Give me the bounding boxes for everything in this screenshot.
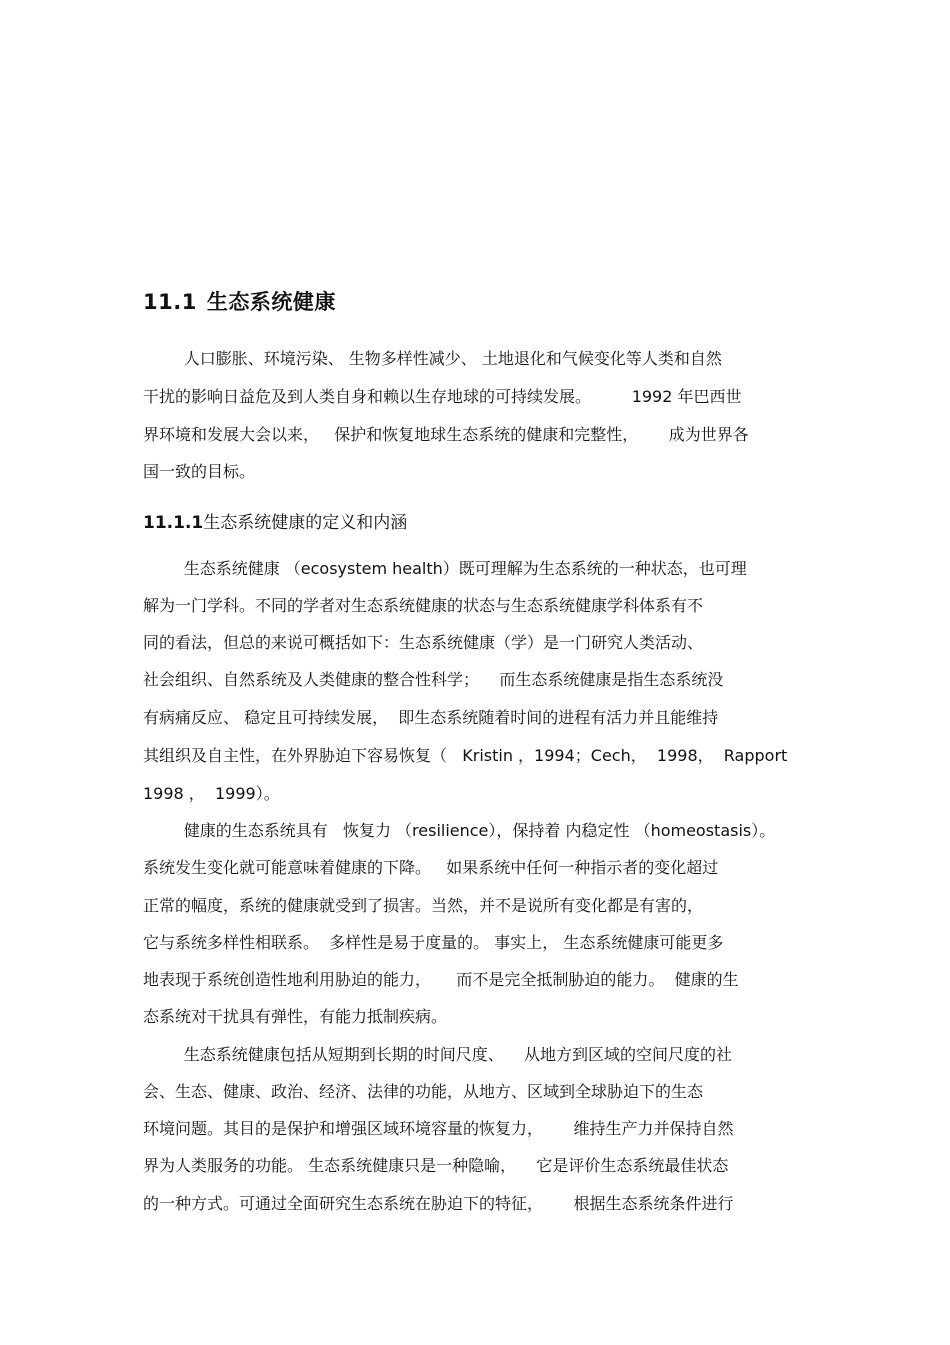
section-heading bbox=[143, 286, 336, 316]
paragraph-line: 生态系统健康包括从短期到长期的时间尺度、 从地方到区域的空间尺度的社 bbox=[143, 1045, 733, 1064]
paragraph-line: 健康的生态系统具有 恢复力 （resilience），保持着 内稳定性 （homeostasis）。 bbox=[143, 821, 776, 840]
paragraph-line: 态系统对干扰具有弹性，有能力抵制疾病。 bbox=[143, 1007, 448, 1026]
paragraph-line: 环境问题。其目的是保护和增强区域环境容量的恢复力， 维持生产力并保持自然 bbox=[143, 1119, 734, 1138]
paragraph-line: 干扰的影响日益危及到人类自身和赖以生存地球的可持续发展。 1992 年巴西世 bbox=[143, 387, 742, 406]
section-number: 11.1 bbox=[143, 290, 197, 314]
paragraph-line: 系统发生变化就可能意味着健康的下降。 如果系统中任何一种指示者的变化超过 bbox=[143, 858, 719, 877]
paragraph-line: 解为一门学科。不同的学者对生态系统健康的状态与生态系统健康学科体系有不 bbox=[143, 596, 704, 615]
section-title: 生态系统健康 bbox=[206, 290, 336, 314]
paragraph-line: 正常的幅度，系统的健康就受到了损害。当然，并不是说所有变化都是有害的， bbox=[143, 896, 704, 915]
paragraph-line: 社会组织、自然系统及人类健康的整合性科学； 而生态系统健康是指生态系统没 bbox=[143, 670, 724, 689]
paragraph-line: 的一种方式。可通过全面研究生态系统在胁迫下的特征， 根据生态系统条件进行 bbox=[143, 1194, 734, 1213]
paragraph-line: 会、生态、健康、政治、经济、法律的功能，从地方、区域到全球胁迫下的生态 bbox=[143, 1082, 704, 1101]
subsection-heading bbox=[143, 508, 407, 533]
paragraph-line: 1998 ， 1999）。 bbox=[143, 784, 280, 803]
paragraph-line: 其组织及自主性，在外界胁迫下容易恢复（ Kristin ，1994；Cech， 1998， Rapport bbox=[143, 746, 788, 765]
paragraph-line: 地表现于系统创造性地利用胁迫的能力， 而不是完全抵制胁迫的能力。 健康的生 bbox=[143, 970, 739, 989]
paragraph-line: 界为人类服务的功能。 生态系统健康只是一种隐喻， 它是评价生态系统最佳状态 bbox=[143, 1156, 729, 1175]
paragraph-line: 有病痛反应、 稳定且可持续发展， 即生态系统随着时间的进程有活力并且能维持 bbox=[143, 708, 719, 727]
paragraph-line: 界环境和发展大会以来， 保护和恢复地球生态系统的健康和完整性， 成为世界各 bbox=[143, 425, 749, 444]
subsection-title: 生态系统健康的定义和内涵 bbox=[203, 513, 408, 533]
paragraph-line: 人口膨胀、环境污染、 生物多样性减少、 土地退化和气候变化等人类和自然 bbox=[143, 349, 722, 368]
subsection-number: 11.1.1 bbox=[143, 513, 204, 533]
paragraph-line: 它与系统多样性相联系。 多样性是易于度量的。 事实上， 生态系统健康可能更多 bbox=[143, 933, 724, 952]
paragraph-line: 生态系统健康 （ecosystem health）既可理解为生态系统的一种状态，也可理 bbox=[143, 559, 747, 578]
paragraph-line: 国一致的目标。 bbox=[143, 462, 256, 481]
paragraph-line: 同的看法，但总的来说可概括如下：生态系统健康（学）是一门研究人类活动、 bbox=[143, 633, 704, 652]
